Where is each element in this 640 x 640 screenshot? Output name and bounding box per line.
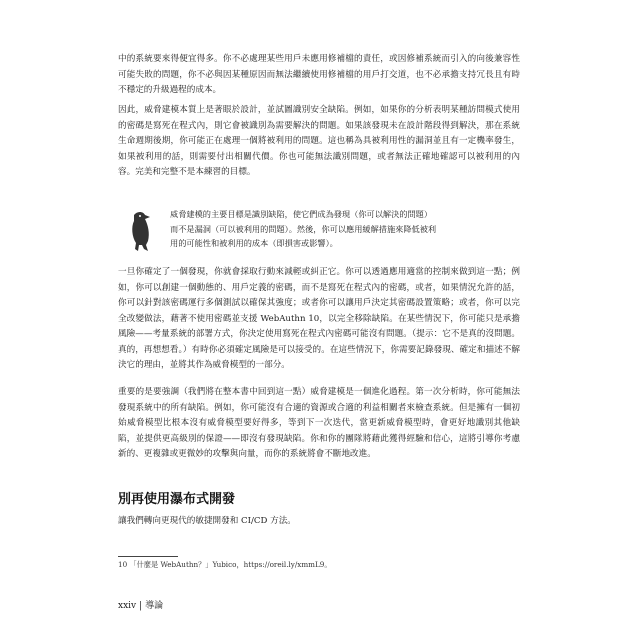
body-paragraph-4: 重要的是要強調（我們將在整本書中回到這一點）威脅建模是一個進化過程。第一次分析時，你可能無法發現系統中的所有缺陷。例如，你可能沒有合適的資源或合適的利益相關者來檢查系統。但是擁有一個初始威脅模型比根本沒有威脅模型要好得多，等到下一次迭代，當更新威脅模型時，會更好地識別其他缺陷，並提供更高級別的保證——即沒有發現缺陷。你和你的團隊將藉此獲得經驗和信心，這將引導你考慮新的、更複雜或更微妙的攻擊與向量，而你的系統將會不斷地改進。 — [118, 387, 520, 459]
body-paragraph-3: 一旦你確定了一個發現，你就會採取行動來減輕或糾正它。你可以透過應用適當的控制來做到這一點；例如，你可以創建一個動態的、用戶定義的密碼，而不是寫死在程式內的密碼，或者，如果情況允許的話，你可以針對該密碼運行多個測試以確保其強度；或者你可以讓用戶決定其密碼設置策略；或者，你可以完全改變做法，藉著不使用密碼並支援 WebAuthn 10，以完全移除缺陷。在某些情況下，你可能只是承擔風險——考量系統的部署方式，你決定使用寫死在程式內密碼可能沒有問題。（提示：它不是真的沒問題。真的，再想想看。）有時你必須確定風險是可以接受的。在這些情況下，你需要記錄發現、確定和描述不解決它的理由，並將其作為威脅模型的一部分。 — [118, 267, 520, 370]
note-line: 威脅建模的主要目標是識別缺陷，使它們成為發現（你可以解決的問題） — [170, 209, 433, 219]
body-paragraph-1: 中的系統要來得便宜得多。你不必處理某些用戶未應用修補檔的責任，或因修補系統而引入的向後兼容性可能失敗的問題，你不必與因某種原因而無法繼續使用修補檔的用戶打交道，也不必承擔支持冗長且有時不穩定的升級過程的成本。 — [118, 54, 520, 95]
footer-separator: | — [139, 601, 143, 611]
note-text — [170, 207, 515, 251]
crow-icon — [126, 209, 156, 253]
footnote: 10 「什麼是 WebAuthn？」Yubico，https://oreil.ly/xmmL9。 — [118, 560, 332, 569]
section-heading: 別再使用瀑布式開發 — [118, 492, 236, 507]
footer-section: 導論 — [145, 601, 164, 611]
note-line: 而不是漏洞（可以被利用的問題）。然後，你可以應用緩解措施來降低被利 — [170, 223, 437, 234]
section-intro: 讓我們轉向更現代的敏捷開發和 CI/CD 方法。 — [118, 516, 296, 526]
body-paragraph-2: 因此，威脅建模本質上是著眼於設計，並試圖識別安全缺陷。例如，如果你的分析表明某種訪問模式使用的密碼是寫死在程式內，則它會被識別為需要解決的問題。如果該發現未在設計階段得到解決，那在系統生命週期後期，你可能正在處理一個將被利用的問題。這也稱為具被利用性的漏洞並且有一定機率發生，如果被利用的話，則需要付出相關代價。你也可能無法識別問題，或者無法正確地確認可以被利用的內容。完美和完整不是本練習的目標。 — [118, 105, 520, 177]
note-line: 用的可能性和被利用的成本（即損害或影響）。 — [170, 238, 338, 248]
page-footer — [118, 598, 163, 611]
note-callout — [118, 207, 520, 263]
page-number: xxiv — [118, 601, 137, 611]
footnote-divider — [118, 556, 178, 557]
